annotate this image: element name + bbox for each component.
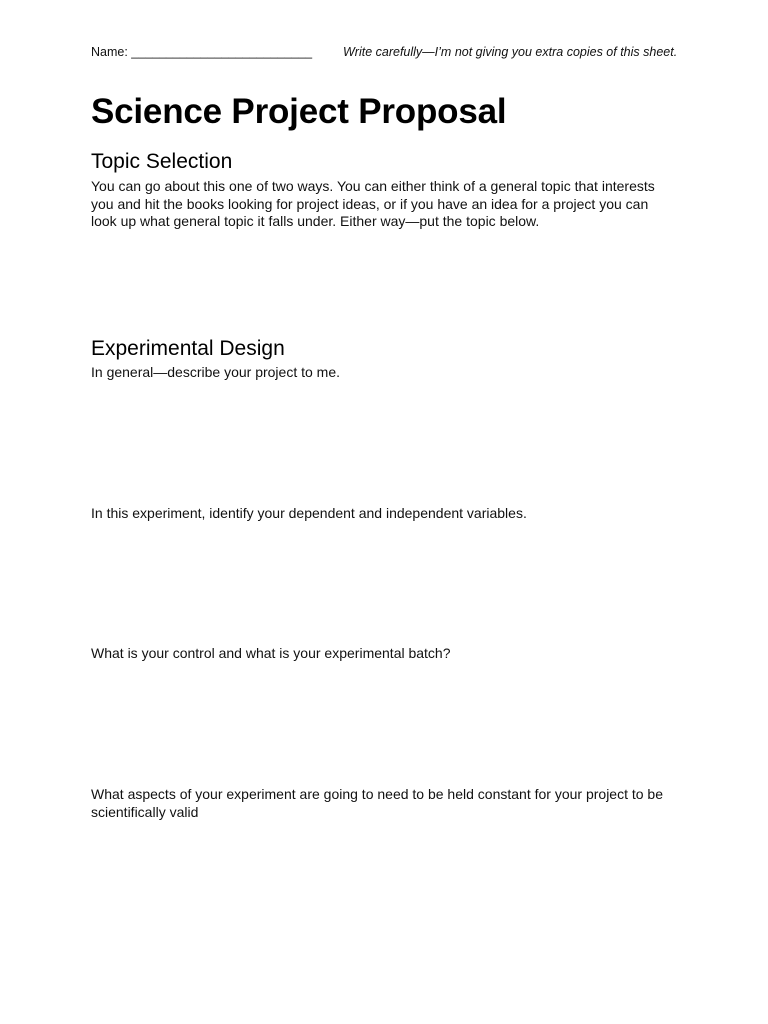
- header-note: Write carefully—I’m not giving you extra copies of this sheet.: [343, 45, 678, 59]
- prompt-control-batch: What is your control and what is your experimental batch?: [91, 645, 451, 661]
- prompt-variables: In this experiment, identify your dependent and independent variables.: [91, 505, 527, 521]
- topic-selection-instructions: You can go about this one of two ways. You can either think of a general topic that interests you and hit the books looking for project ideas, or if you have an idea for a project you can look up what general topic it falls under. Either way—put the topic below.: [91, 178, 655, 230]
- prompt-describe-project: In general—describe your project to me.: [91, 364, 341, 380]
- experimental-design-heading: Experimental Design: [91, 337, 285, 360]
- name-line: Name: __________________________: [91, 45, 313, 59]
- page-title: Science Project Proposal: [91, 92, 507, 131]
- prompt-constants: What aspects of your experiment are going to need to be held constant for your project to be scientifically valid: [91, 786, 664, 820]
- topic-selection-heading: Topic Selection: [91, 150, 233, 173]
